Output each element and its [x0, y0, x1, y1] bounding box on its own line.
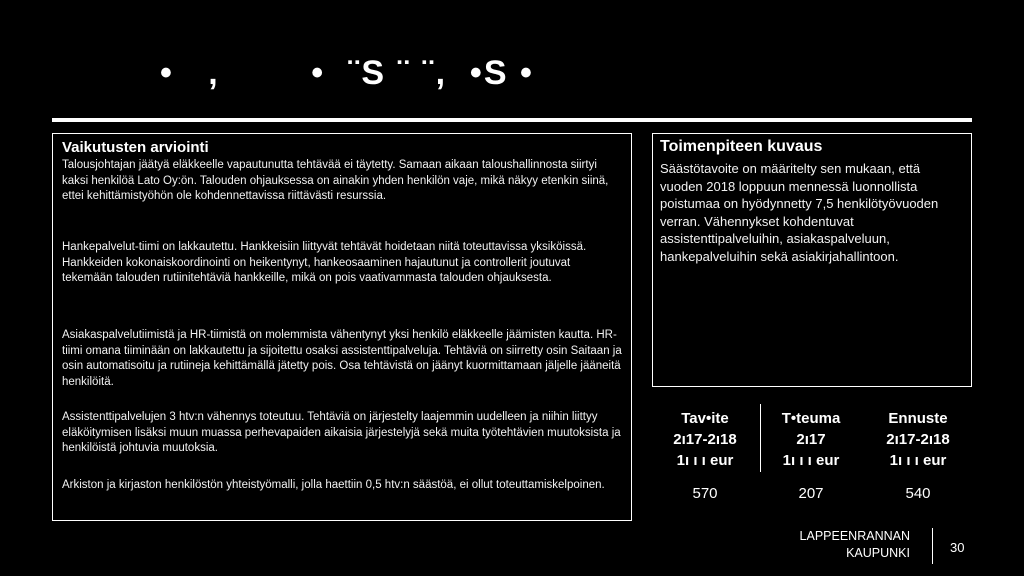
target-value: 570: [692, 485, 718, 502]
slide-title: • , • ¨S ¨ ¨, •S •: [160, 54, 534, 92]
target-period: 2ı17-2ı18: [673, 431, 737, 448]
actual-unit: 1ı ı ı eur: [782, 452, 840, 469]
actual-label: T•teuma: [781, 410, 841, 427]
actual-value: 207: [798, 485, 824, 502]
city-name-line-2: KAUPUNKI: [846, 546, 910, 560]
assessment-paragraph-5: Arkiston ja kirjaston henkilöstön yhteistyömalli, jolla haettiin 0,5 htv:n säästöä, ei ollut toteuttamiskelpoinen.: [62, 479, 605, 491]
forecast-column-header: [863, 408, 973, 471]
footer-divider: [932, 528, 933, 564]
actual-column-header: [756, 408, 866, 471]
forecast-unit: 1ı ı ı eur: [889, 452, 947, 469]
actual-period: 2ı17: [796, 431, 826, 448]
page-number: 30: [950, 540, 965, 555]
forecast-value: 540: [905, 485, 931, 502]
city-logo-text: [770, 528, 910, 562]
city-name-line-1: LAPPEENRANNAN: [799, 529, 910, 543]
measure-description-text: Säästötavoite on määritelty sen mukaan, että vuoden 2018 loppuun mennessä luonnollista poistumaa on hyödynnetty 7,5 henkilötyövuoden verran. Vähennykset kohdentuvat assistenttipalveluihin, asiakaspalveluun, hankepalveluihin sekä asiakirjahallintoon.: [660, 161, 939, 264]
assessment-paragraph-2: Hankepalvelut-tiimi on lakkautettu. Hankkeisiin liittyvät tehtävät hoidetaan niitä toteuttavissa yksiköissä. Hankkeiden kokonaiskoordinointi on heikentynyt, hankeosaaminen hajautunut ja controllerit joutuvat tekemään talouden rutiinitehtäviä hankkeille, mikä on pois vaativammasta talouden ohjauksesta.: [62, 241, 587, 284]
assessment-paragraph-4: Assistenttipalvelujen 3 htv:n vähennys toteutuu. Tehtäviä on järjestelty laajemmin uudelleen ja niihin liittyy eläköitymisen lisäksi muun muassa perhevapaiden aikaisia järjestelyjä sekä muita työtehtävien muutoksista ja henkilöistä johtuvia muutoksia.: [62, 411, 621, 454]
impact-assessment-heading: Vaikutusten arviointi: [62, 139, 209, 156]
assessment-paragraph-3: Asiakaspalvelutiimistä ja HR-tiimistä on molemmista vähentynyt yksi henkilö eläkkeelle jäämisten kautta. HR-tiimi omana tiiminään on lakkautettu ja sijoitettu osaksi assistenttipalveluja. Tehtäviä on siirretty osin Saitaan ja osin automatisoitu ja rutiineja kehittämällä jätetty pois. Osa tehtävistä on jäänyt kuormittamaan jäljelle jääneitä henkilöitä.: [62, 329, 622, 388]
target-unit: 1ı ı ı eur: [676, 452, 734, 469]
measure-description-heading: Toimenpiteen kuvaus: [660, 138, 823, 155]
forecast-period: 2ı17-2ı18: [886, 431, 950, 448]
assessment-paragraph-1: Talousjohtajan jäätyä eläkkeelle vapautunutta tehtävää ei täytetty. Samaan aikaan taloushallinnosta siirtyi kaksi henkilöä Lato Oy:ön. Talouden ohjauksessa on ainakin yhden henkilön vaje, mikä näkyy etenkin siinä, ettei kehittämistyöhön ole kohdennettavissa riittävästi resurssia.: [62, 159, 609, 202]
target-label: Tav•ite: [681, 410, 729, 427]
title-underline: [52, 118, 972, 122]
target-column-header: [650, 408, 760, 471]
forecast-label: Ennuste: [888, 410, 948, 427]
